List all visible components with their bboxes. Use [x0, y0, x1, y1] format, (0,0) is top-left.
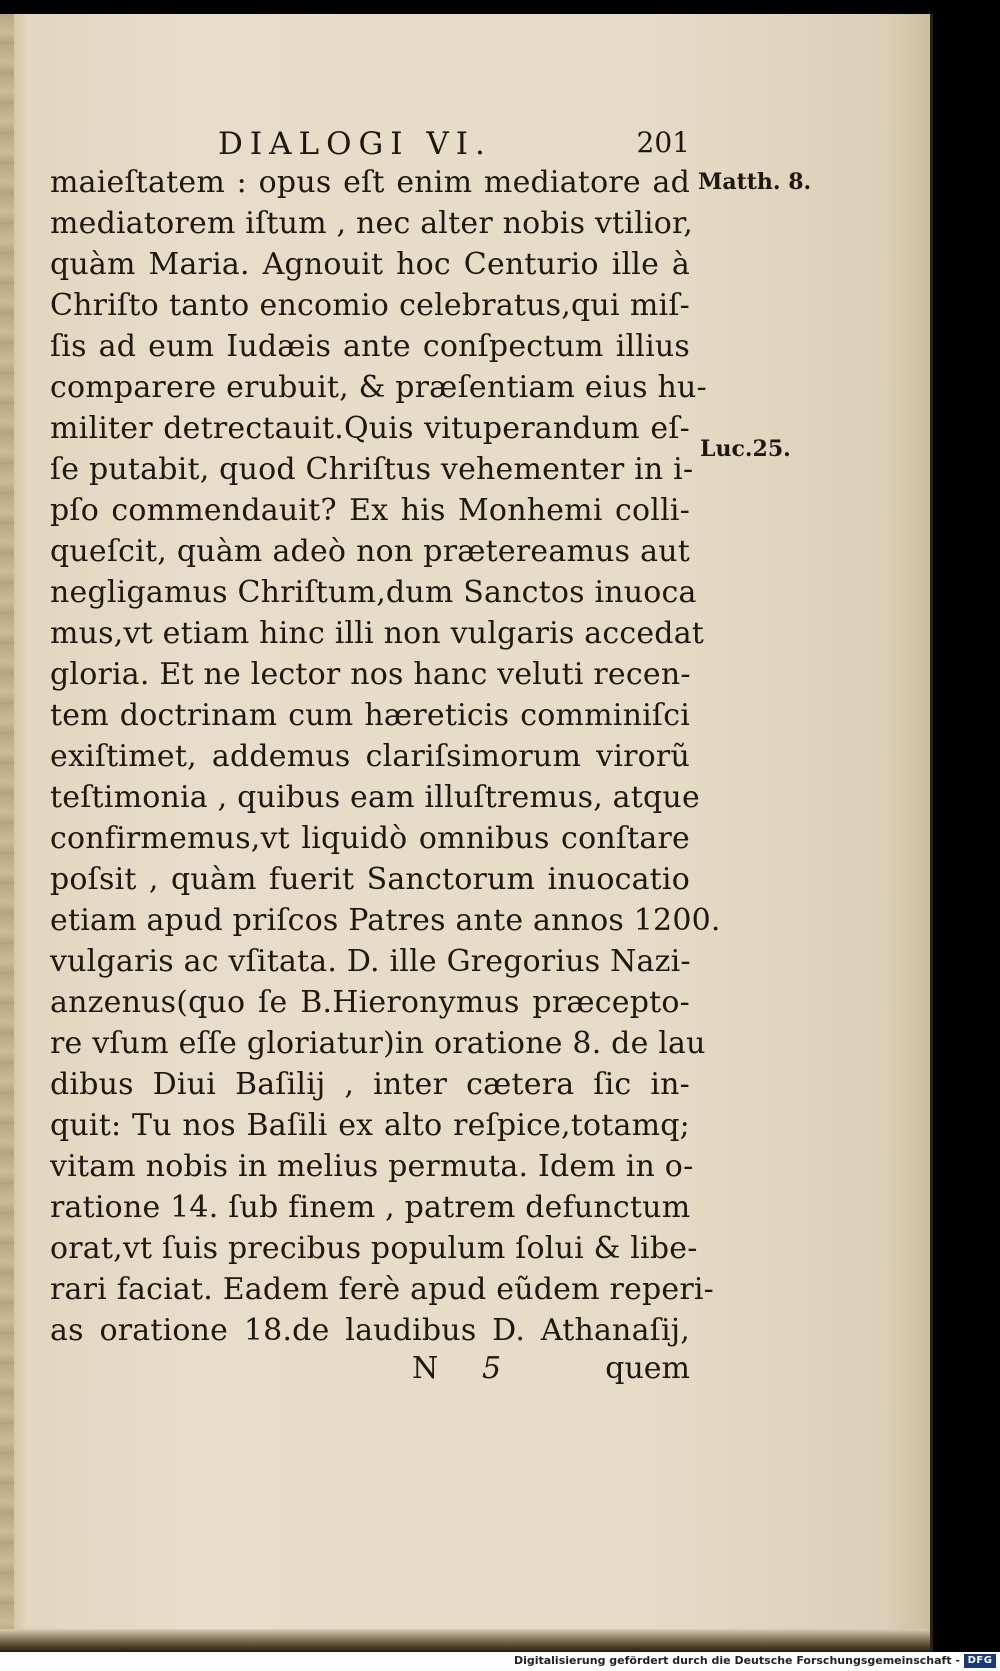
- text-line: anzenus(quo ſe B.Hieronymus præcepto-: [50, 985, 690, 1020]
- text-line: queſcit, quàm adeò non prætereamus aut: [50, 534, 690, 569]
- digitization-footer: [0, 1652, 1000, 1671]
- text-line: militer detrectauit.Quis vituperandum eſ-: [50, 411, 690, 446]
- text-line: poſsit , quàm fuerit Sanctorum inuocatio: [50, 862, 690, 897]
- dfg-logo: DFG: [964, 1654, 996, 1668]
- text-line: tem doctrinam cum hæreticis comminiſci: [50, 698, 690, 733]
- marginal-note: Luc.25.: [700, 436, 791, 462]
- text-line: etiam apud priſcos Patres ante annos 1200.: [50, 903, 721, 938]
- text-line: Chriſto tanto encomio celebratus,qui miſ-: [50, 288, 690, 323]
- catchword: quem: [605, 1351, 690, 1386]
- signature-number: 5: [482, 1351, 502, 1386]
- text-line: mediatorem iſtum , nec alter nobis vtilior,: [50, 206, 693, 241]
- text-line: re vſum eſſe gloriatur)in oratione 8. de lau: [50, 1026, 706, 1061]
- text-line: confirmemus,vt liquidò omnibus conſtare: [50, 821, 690, 856]
- funding-credit: Digitalisierung gefördert durch die Deutsche Forschungsgemeinschaft -: [513, 1654, 960, 1667]
- text-line: orat,vt ſuis precibus populum ſolui & libe-: [50, 1231, 698, 1266]
- text-line: pſo commendauit? Ex his Monhemi colli-: [50, 493, 690, 528]
- text-line: gloria. Et ne lector nos hanc veluti recen-: [50, 657, 691, 692]
- binding-edge: [0, 14, 14, 1652]
- text-line: rari faciat. Eadem ferè apud eũdem reperi-: [50, 1272, 715, 1307]
- text-line: ratione 14. ſub finem , patrem defunctum: [50, 1190, 691, 1225]
- text-line: ſe putabit, quod Chriſtus vehementer in i-: [50, 452, 694, 487]
- catchword-row: [50, 1351, 690, 1391]
- text-line: mus,vt etiam hinc illi non vulgaris accedat: [50, 616, 705, 651]
- page-bottom-edge: [0, 1629, 930, 1652]
- signature-mark: N: [412, 1351, 439, 1386]
- text-line: comparere erubuit, & præſentiam eius hu-: [50, 370, 707, 405]
- text-line: as oratione 18.de laudibus D. Athanaſij,: [50, 1313, 690, 1348]
- text-line: vitam nobis in melius permuta. Idem in o-: [50, 1149, 694, 1184]
- page-number: 201: [636, 126, 690, 159]
- body-text: [50, 162, 721, 1351]
- text-line: exiſtimet, addemus clariſsimorum virorũ: [50, 739, 690, 774]
- text-line: negligamus Chriſtum,dum Sanctos inuoca: [50, 575, 697, 610]
- text-line: ſis ad eum Iudæis ante conſpectum illius: [50, 329, 690, 364]
- text-line: vulgaris ac vſitata. D. ille Gregorius Nazi-: [50, 944, 691, 979]
- text-line: quàm Maria. Agnouit hoc Centurio ille à: [50, 247, 690, 282]
- marginal-note: Matth. 8.: [698, 169, 812, 195]
- book-page: [0, 14, 933, 1652]
- text-line: teſtimonia , quibus eam illuſtremus, atque: [50, 780, 700, 815]
- text-line: dibus Diui Baſilij , inter cætera ſic in-: [50, 1067, 690, 1102]
- text-line: maieſtatem : opus eſt enim mediatore ad: [50, 165, 690, 200]
- page-header: [50, 126, 690, 166]
- running-title: DIALOGI VI.: [218, 126, 492, 162]
- text-line: quit: Tu nos Baſili ex alto reſpice,totamq;: [50, 1108, 690, 1143]
